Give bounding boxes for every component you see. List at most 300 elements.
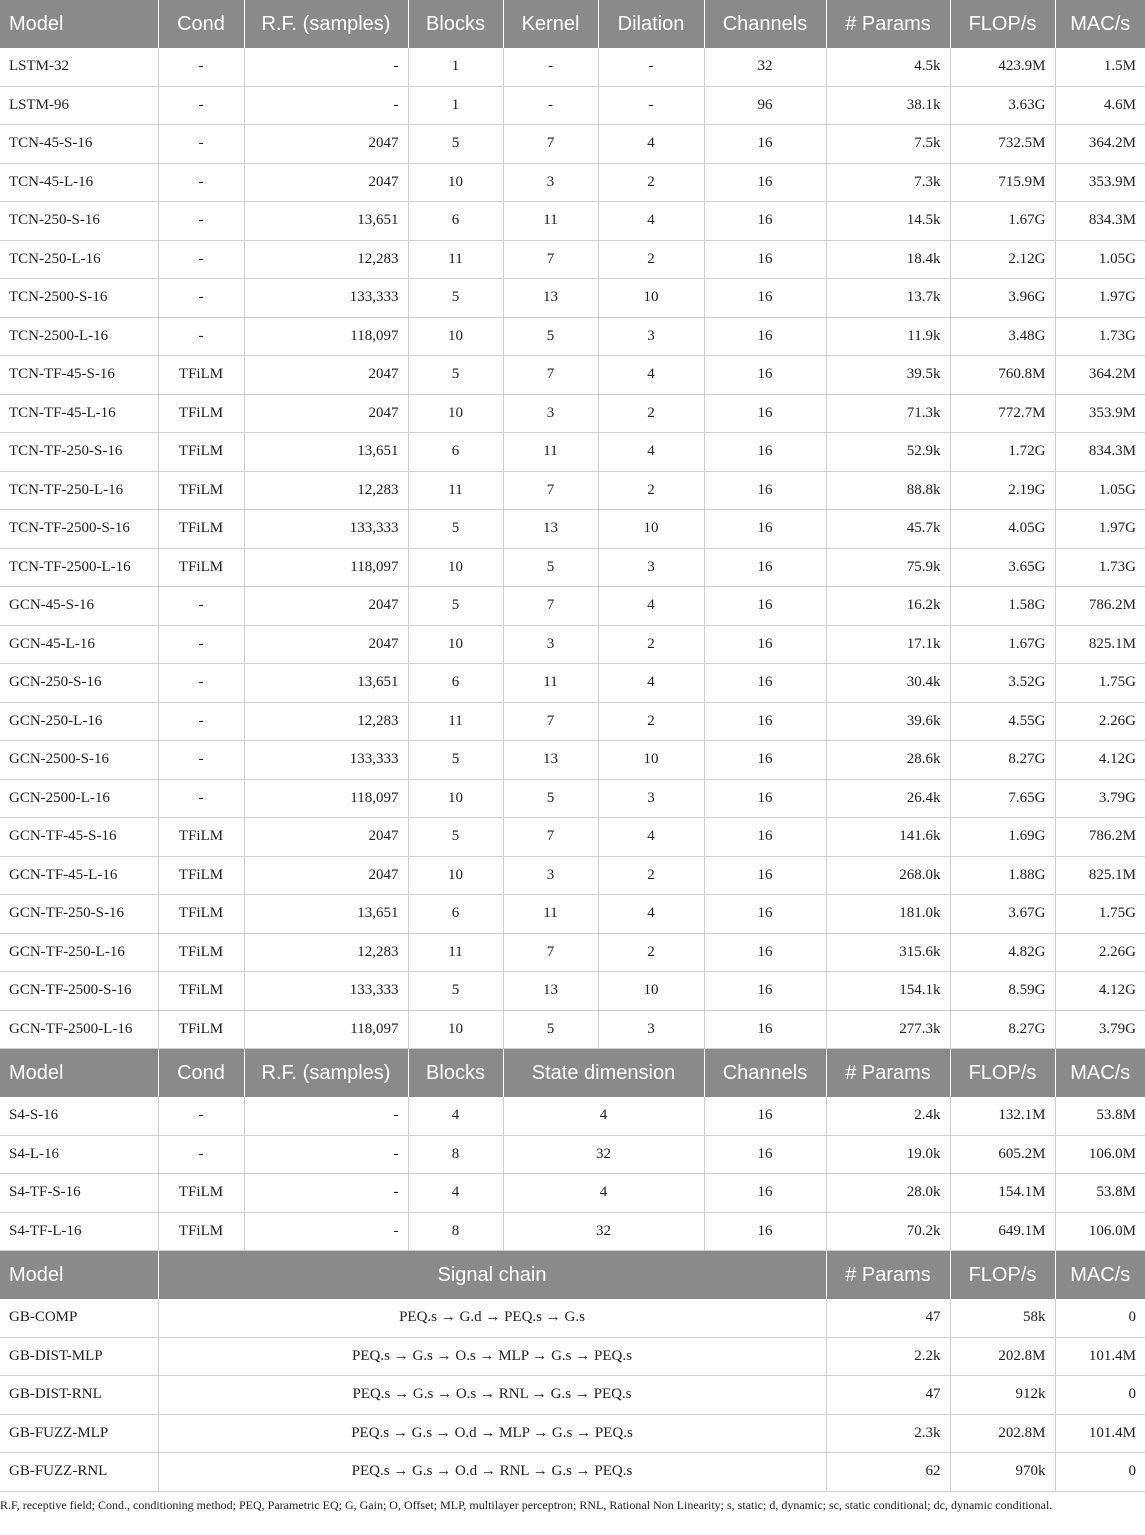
table-cell: 202.8M xyxy=(950,1337,1055,1376)
table-cell: 825.1M xyxy=(1055,856,1145,895)
table-cell: GCN-250-S-16 xyxy=(0,664,158,703)
table-cell: 133,333 xyxy=(244,510,408,549)
table-cell: - xyxy=(503,48,598,86)
table-cell: 760.8M xyxy=(950,356,1055,395)
table-cell: 75.9k xyxy=(826,548,950,587)
table-cell: 202.8M xyxy=(950,1414,1055,1453)
table-cell: 133,333 xyxy=(244,972,408,1011)
table-cell: TFiLM xyxy=(158,818,244,857)
table-cell: LSTM-96 xyxy=(0,86,158,125)
table-cell: 16 xyxy=(704,317,826,356)
table-cell: 2047 xyxy=(244,818,408,857)
table-cell: 834.3M xyxy=(1055,202,1145,241)
table-row xyxy=(0,1453,1145,1492)
table-cell: 4.82G xyxy=(950,933,1055,972)
table-cell: 10 xyxy=(408,394,503,433)
table-cell: 53.8M xyxy=(1055,1174,1145,1213)
table-cell: 13 xyxy=(503,972,598,1011)
table-row xyxy=(0,1135,1145,1174)
table-cell: 7 xyxy=(503,125,598,164)
column-header: # Params xyxy=(826,0,950,48)
table-cell: TCN-TF-45-L-16 xyxy=(0,394,158,433)
section2-header-row xyxy=(0,1049,1145,1098)
table-cell: 10 xyxy=(408,317,503,356)
table-cell: 1.05G xyxy=(1055,471,1145,510)
column-header: R.F. (samples) xyxy=(244,0,408,48)
table-cell: 10 xyxy=(408,625,503,664)
table-cell: 0 xyxy=(1055,1453,1145,1492)
table-cell: S4-TF-S-16 xyxy=(0,1174,158,1213)
table-cell: GCN-250-L-16 xyxy=(0,702,158,741)
table-cell: 16 xyxy=(704,895,826,934)
table-cell: 5 xyxy=(408,510,503,549)
table-cell: GB-FUZZ-RNL xyxy=(0,1453,158,1492)
table-cell: PEQ.s → G.s → O.s → RNL → G.s → PEQ.s xyxy=(158,1376,826,1415)
table-cell: 3 xyxy=(503,163,598,202)
table-row xyxy=(0,1376,1145,1415)
table-cell: 4.6M xyxy=(1055,86,1145,125)
table-cell: 5 xyxy=(503,1010,598,1049)
table-cell: - xyxy=(158,125,244,164)
table-cell: 16 xyxy=(704,1097,826,1135)
table-row xyxy=(0,163,1145,202)
table-cell: 7.3k xyxy=(826,163,950,202)
table-cell: 2047 xyxy=(244,394,408,433)
column-header: # Params xyxy=(826,1049,950,1098)
table-cell: 16 xyxy=(704,548,826,587)
table-row xyxy=(0,548,1145,587)
table-cell: 1.73G xyxy=(1055,548,1145,587)
column-header: R.F. (samples) xyxy=(244,1049,408,1098)
table-row xyxy=(0,48,1145,86)
column-header: Model xyxy=(0,1251,158,1300)
table-cell: 786.2M xyxy=(1055,818,1145,857)
table-cell: - xyxy=(598,48,704,86)
table-cell: 1.05G xyxy=(1055,240,1145,279)
table-row xyxy=(0,972,1145,1011)
table-cell: 16 xyxy=(704,664,826,703)
table-cell: 3.79G xyxy=(1055,779,1145,818)
table-cell: 364.2M xyxy=(1055,125,1145,164)
table-cell: 14.5k xyxy=(826,202,950,241)
table-cell: 4.05G xyxy=(950,510,1055,549)
table-cell: TCN-250-L-16 xyxy=(0,240,158,279)
table-cell: 13,651 xyxy=(244,433,408,472)
table-row xyxy=(0,625,1145,664)
column-header: FLOP/s xyxy=(950,1049,1055,1098)
table-cell: TFiLM xyxy=(158,933,244,972)
table-cell: 3 xyxy=(598,548,704,587)
table-row xyxy=(0,1414,1145,1453)
table-cell: 5 xyxy=(503,779,598,818)
table-cell: 32 xyxy=(704,48,826,86)
table-cell: - xyxy=(244,1097,408,1135)
table-cell: 154.1M xyxy=(950,1174,1055,1213)
table-cell: 3 xyxy=(503,625,598,664)
table-cell: TCN-45-L-16 xyxy=(0,163,158,202)
table-row xyxy=(0,1337,1145,1376)
table-cell: TFiLM xyxy=(158,1212,244,1251)
table-cell: 16 xyxy=(704,818,826,857)
table-cell: 11 xyxy=(503,664,598,703)
table-cell: TCN-2500-L-16 xyxy=(0,317,158,356)
table-cell: TFiLM xyxy=(158,972,244,1011)
table-cell: 52.9k xyxy=(826,433,950,472)
table-cell: 2047 xyxy=(244,587,408,626)
table-cell: 10 xyxy=(598,510,704,549)
table-cell: 133,333 xyxy=(244,279,408,318)
table-cell: 3 xyxy=(598,779,704,818)
table-cell: 2 xyxy=(598,394,704,433)
table-row xyxy=(0,664,1145,703)
table-cell: 8 xyxy=(408,1135,503,1174)
table-cell: 825.1M xyxy=(1055,625,1145,664)
table-cell: - xyxy=(158,702,244,741)
table-row xyxy=(0,240,1145,279)
table-cell: 2047 xyxy=(244,356,408,395)
table-cell: 2047 xyxy=(244,625,408,664)
table-cell: 16 xyxy=(704,1135,826,1174)
table-cell: - xyxy=(244,48,408,86)
table-cell: PEQ.s → G.d → PEQ.s → G.s xyxy=(158,1299,826,1337)
table-row xyxy=(0,587,1145,626)
table-cell: 8.27G xyxy=(950,1010,1055,1049)
table-cell: 118,097 xyxy=(244,1010,408,1049)
table-row xyxy=(0,394,1145,433)
section1-header-row xyxy=(0,0,1145,48)
table-cell: 8 xyxy=(408,1212,503,1251)
table-cell: 4 xyxy=(503,1174,704,1213)
table-cell: - xyxy=(158,1097,244,1135)
table-cell: S4-L-16 xyxy=(0,1135,158,1174)
table-cell: 7 xyxy=(503,702,598,741)
table-row xyxy=(0,202,1145,241)
table-cell: - xyxy=(158,202,244,241)
table-cell: 2 xyxy=(598,933,704,972)
table-cell: 13 xyxy=(503,279,598,318)
table-cell: 16 xyxy=(704,933,826,972)
table-cell: GB-DIST-RNL xyxy=(0,1376,158,1415)
table-cell: 7 xyxy=(503,356,598,395)
table-cell: TCN-TF-2500-L-16 xyxy=(0,548,158,587)
table-cell: TFiLM xyxy=(158,895,244,934)
table-cell: 6 xyxy=(408,433,503,472)
table-cell: LSTM-32 xyxy=(0,48,158,86)
table-cell: 2 xyxy=(598,702,704,741)
table-row xyxy=(0,510,1145,549)
table-cell: 38.1k xyxy=(826,86,950,125)
table-cell: GCN-TF-250-L-16 xyxy=(0,933,158,972)
table-cell: 0 xyxy=(1055,1376,1145,1415)
table-cell: 834.3M xyxy=(1055,433,1145,472)
table-cell: 12,283 xyxy=(244,702,408,741)
table-cell: 16 xyxy=(704,741,826,780)
table-cell: 16 xyxy=(704,972,826,1011)
table-cell: 18.4k xyxy=(826,240,950,279)
table-cell: - xyxy=(244,1174,408,1213)
table-row xyxy=(0,317,1145,356)
table-cell: 10 xyxy=(408,163,503,202)
column-header: FLOP/s xyxy=(950,1251,1055,1300)
table-cell: 4 xyxy=(408,1174,503,1213)
table-cell: 2 xyxy=(598,163,704,202)
table-cell: 141.6k xyxy=(826,818,950,857)
table-cell: 16 xyxy=(704,625,826,664)
table-cell: 1.75G xyxy=(1055,664,1145,703)
table-cell: TFiLM xyxy=(158,548,244,587)
table-row xyxy=(0,86,1145,125)
table-cell: 4 xyxy=(408,1097,503,1135)
table-cell: 39.6k xyxy=(826,702,950,741)
table-cell: 4 xyxy=(598,664,704,703)
table-cell: 2 xyxy=(598,471,704,510)
table-cell: 4 xyxy=(598,125,704,164)
table-cell: 2 xyxy=(598,856,704,895)
table-cell: 3 xyxy=(503,856,598,895)
table-cell: 4 xyxy=(598,433,704,472)
table-cell: 4.12G xyxy=(1055,972,1145,1011)
table-row xyxy=(0,741,1145,780)
table-cell: - xyxy=(158,1135,244,1174)
table-cell: 8.59G xyxy=(950,972,1055,1011)
table-row xyxy=(0,1212,1145,1251)
table-cell: 70.2k xyxy=(826,1212,950,1251)
column-header: Blocks xyxy=(408,1049,503,1098)
table-cell: - xyxy=(158,48,244,86)
table-row xyxy=(0,356,1145,395)
table-cell: 2.12G xyxy=(950,240,1055,279)
table-row xyxy=(0,933,1145,972)
table-cell: 6 xyxy=(408,895,503,934)
table-cell: 13.7k xyxy=(826,279,950,318)
table-cell: 912k xyxy=(950,1376,1055,1415)
table-cell: 62 xyxy=(826,1453,950,1492)
column-header: Dilation xyxy=(598,0,704,48)
table-footnote: R.F, receptive field; Cond., conditioning method; PEQ, Parametric EQ; G, Gain; O, Offset; MLP, multilayer perceptron; RNL, Rational Non Linearity; s, static; d, dynamic; sc, static conditional; dc, dynamic conditional. xyxy=(0,1498,1053,1512)
table-cell: - xyxy=(158,240,244,279)
table-cell: 1.67G xyxy=(950,202,1055,241)
table-cell: - xyxy=(158,779,244,818)
table-cell: PEQ.s → G.s → O.d → RNL → G.s → PEQ.s xyxy=(158,1453,826,1492)
table-cell: 101.4M xyxy=(1055,1337,1145,1376)
table-cell: 13 xyxy=(503,741,598,780)
table-row xyxy=(0,433,1145,472)
table-cell: 11 xyxy=(503,202,598,241)
table-cell: 13,651 xyxy=(244,664,408,703)
table-cell: 28.0k xyxy=(826,1174,950,1213)
table-cell: TFiLM xyxy=(158,433,244,472)
table-cell: 16 xyxy=(704,163,826,202)
table-cell: 12,283 xyxy=(244,240,408,279)
table-row xyxy=(0,1174,1145,1213)
table-cell: GB-COMP xyxy=(0,1299,158,1337)
table-cell: 32 xyxy=(503,1135,704,1174)
table-cell: 118,097 xyxy=(244,317,408,356)
table-cell: 1.67G xyxy=(950,625,1055,664)
table-cell: - xyxy=(598,86,704,125)
table-cell: 10 xyxy=(408,1010,503,1049)
table-cell: 4 xyxy=(598,895,704,934)
table-cell: 2.4k xyxy=(826,1097,950,1135)
column-header: State dimension xyxy=(503,1049,704,1098)
table-cell: 2047 xyxy=(244,856,408,895)
table-cell: 106.0M xyxy=(1055,1212,1145,1251)
table-cell: 28.6k xyxy=(826,741,950,780)
table-cell: 16 xyxy=(704,125,826,164)
table-cell: - xyxy=(503,86,598,125)
table-cell: 4.55G xyxy=(950,702,1055,741)
table-cell: 7 xyxy=(503,933,598,972)
table-cell: - xyxy=(158,279,244,318)
table-cell: - xyxy=(158,587,244,626)
table-cell: TCN-2500-S-16 xyxy=(0,279,158,318)
table-cell: 88.8k xyxy=(826,471,950,510)
table-cell: - xyxy=(158,625,244,664)
table-row xyxy=(0,1097,1145,1135)
table-cell: TCN-TF-250-L-16 xyxy=(0,471,158,510)
table-cell: - xyxy=(158,317,244,356)
table-cell: 2.3k xyxy=(826,1414,950,1453)
table-cell: 3.79G xyxy=(1055,1010,1145,1049)
table-cell: 26.4k xyxy=(826,779,950,818)
table-cell: 605.2M xyxy=(950,1135,1055,1174)
column-header: MAC/s xyxy=(1055,1049,1145,1098)
table-cell: 7.5k xyxy=(826,125,950,164)
table-cell: 2 xyxy=(598,625,704,664)
table-cell: 10 xyxy=(408,779,503,818)
table-cell: 132.1M xyxy=(950,1097,1055,1135)
table-cell: - xyxy=(158,741,244,780)
table-cell: 1.5M xyxy=(1055,48,1145,86)
table-row xyxy=(0,125,1145,164)
table-cell: 10 xyxy=(598,741,704,780)
table-cell: TCN-45-S-16 xyxy=(0,125,158,164)
table-cell: S4-TF-L-16 xyxy=(0,1212,158,1251)
table-cell: 16 xyxy=(704,587,826,626)
table-row xyxy=(0,279,1145,318)
table-cell: 101.4M xyxy=(1055,1414,1145,1453)
table-cell: 58k xyxy=(950,1299,1055,1337)
table-row xyxy=(0,1010,1145,1049)
table-cell: 5 xyxy=(408,818,503,857)
table-cell: S4-S-16 xyxy=(0,1097,158,1135)
table-cell: 772.7M xyxy=(950,394,1055,433)
table-cell: PEQ.s → G.s → O.s → MLP → G.s → PEQ.s xyxy=(158,1337,826,1376)
table-row xyxy=(0,895,1145,934)
table-cell: 16.2k xyxy=(826,587,950,626)
table-cell: 4 xyxy=(503,1097,704,1135)
table-cell: 12,283 xyxy=(244,933,408,972)
table-cell: 1.88G xyxy=(950,856,1055,895)
table-cell: 2047 xyxy=(244,163,408,202)
table-cell: 16 xyxy=(704,1010,826,1049)
table-cell: 4 xyxy=(598,202,704,241)
table-cell: 3 xyxy=(503,394,598,433)
table-cell: 16 xyxy=(704,471,826,510)
table-cell: 16 xyxy=(704,279,826,318)
table-row xyxy=(0,818,1145,857)
table-cell: 7 xyxy=(503,587,598,626)
table-cell: 11 xyxy=(408,702,503,741)
table-cell: 5 xyxy=(503,317,598,356)
table-cell: 133,333 xyxy=(244,741,408,780)
table-cell: 2047 xyxy=(244,125,408,164)
table-row xyxy=(0,779,1145,818)
table-cell: GCN-45-L-16 xyxy=(0,625,158,664)
table-cell: 423.9M xyxy=(950,48,1055,86)
table-cell: 3.67G xyxy=(950,895,1055,934)
table-cell: 13 xyxy=(503,510,598,549)
table-cell: 39.5k xyxy=(826,356,950,395)
table-cell: 16 xyxy=(704,1212,826,1251)
column-header: Model xyxy=(0,1049,158,1098)
table-cell: 5 xyxy=(408,125,503,164)
table-cell: 16 xyxy=(704,779,826,818)
table-cell: 47 xyxy=(826,1376,950,1415)
table-cell: 16 xyxy=(704,356,826,395)
table-cell: 1 xyxy=(408,86,503,125)
table-cell: 715.9M xyxy=(950,163,1055,202)
table-cell: 96 xyxy=(704,86,826,125)
table-cell: 3.52G xyxy=(950,664,1055,703)
column-header: MAC/s xyxy=(1055,1251,1145,1300)
column-header: Channels xyxy=(704,1049,826,1098)
table-cell: 106.0M xyxy=(1055,1135,1145,1174)
table-cell: 16 xyxy=(704,394,826,433)
table-cell: 16 xyxy=(704,856,826,895)
table-cell: 6 xyxy=(408,664,503,703)
table-cell: 13,651 xyxy=(244,202,408,241)
table-cell: 2 xyxy=(598,240,704,279)
table-cell: 11.9k xyxy=(826,317,950,356)
table-cell: GCN-45-S-16 xyxy=(0,587,158,626)
table-cell: 181.0k xyxy=(826,895,950,934)
table-cell: 1.73G xyxy=(1055,317,1145,356)
table-cell: 1.69G xyxy=(950,818,1055,857)
table-cell: 11 xyxy=(503,433,598,472)
table-cell: TFiLM xyxy=(158,510,244,549)
table-cell: 4.12G xyxy=(1055,741,1145,780)
table-cell: TFiLM xyxy=(158,356,244,395)
table-cell: - xyxy=(244,86,408,125)
table-cell: GCN-TF-250-S-16 xyxy=(0,895,158,934)
table-cell: 353.9M xyxy=(1055,163,1145,202)
table-cell: 5 xyxy=(408,356,503,395)
table-cell: 71.3k xyxy=(826,394,950,433)
table-cell: 5 xyxy=(408,587,503,626)
table-cell: - xyxy=(158,86,244,125)
section3-header-row xyxy=(0,1251,1145,1300)
table-cell: 8.27G xyxy=(950,741,1055,780)
table-cell: 11 xyxy=(408,471,503,510)
table-cell: 3.96G xyxy=(950,279,1055,318)
table-cell: 5 xyxy=(408,741,503,780)
table-cell: 11 xyxy=(408,240,503,279)
table-cell: 3.65G xyxy=(950,548,1055,587)
table-cell: 1 xyxy=(408,48,503,86)
table-cell: 2.26G xyxy=(1055,702,1145,741)
table-cell: TFiLM xyxy=(158,394,244,433)
table-cell: - xyxy=(158,163,244,202)
table-row xyxy=(0,471,1145,510)
table-cell: 3.48G xyxy=(950,317,1055,356)
table-cell: 2.19G xyxy=(950,471,1055,510)
table-cell: 118,097 xyxy=(244,548,408,587)
table-cell: 16 xyxy=(704,202,826,241)
table-row xyxy=(0,1299,1145,1337)
table-cell: 16 xyxy=(704,433,826,472)
table-cell: 4 xyxy=(598,587,704,626)
